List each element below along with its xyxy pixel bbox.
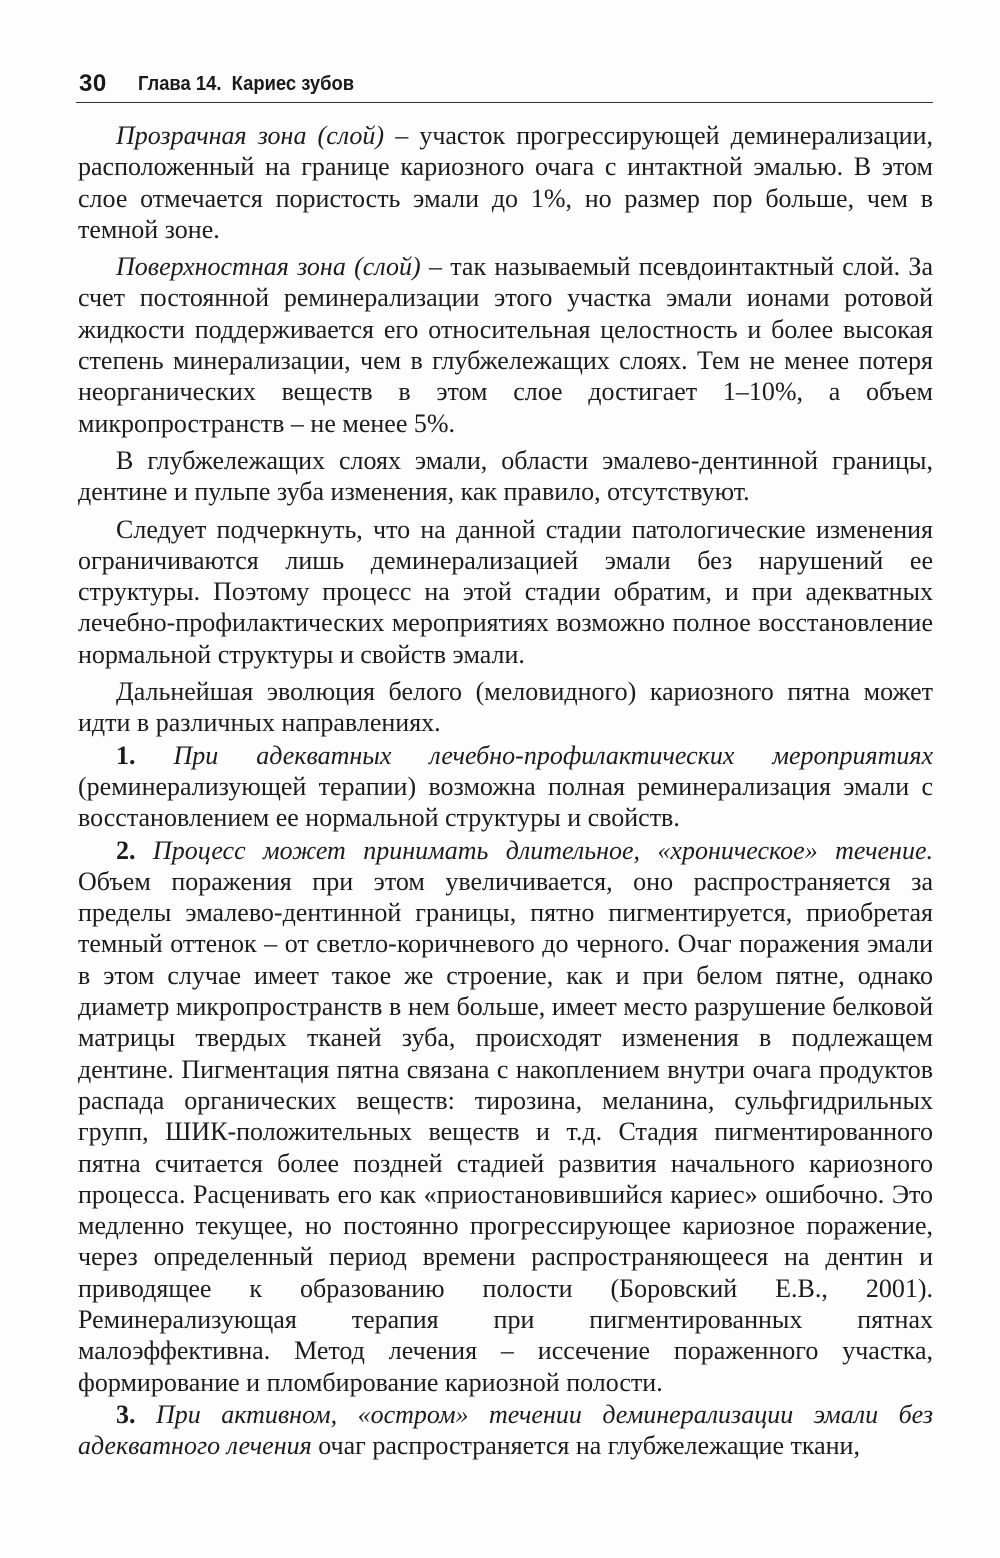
list-item-3	[78, 1399, 933, 1462]
list-item-term: При адекватных лечебно-профилактических мероприятиях	[135, 740, 933, 770]
running-header	[76, 68, 933, 103]
chapter-label: Глава 14.	[138, 73, 222, 95]
chapter-heading	[138, 73, 354, 96]
list-number: 3.	[116, 1399, 136, 1429]
paragraph-text: очаг распространяется на глубжележащие ткани,	[311, 1431, 860, 1461]
paragraph-deeper-layers	[78, 445, 933, 508]
term-surface-zone: Поверхностная зона (слой)	[116, 252, 421, 282]
paragraph-surface-zone	[78, 251, 933, 439]
paragraph-text: Следует подчеркнуть, что на данной стадии патологические изменения ограничиваются лишь деминерализацией эмали без нарушений ее структуры. Поэтому процесс на этой стадии обратим, и при адекватных лечебно-профилактических мероприятиях возможно полное восстановление нормальной структуры и свойств эмали.	[78, 514, 933, 669]
paragraph-text: – участок прогрессирующей деминерализации, расположенный на границе кариозного очага с интактной эмалью. В этом слое отмечается пористость эмали до 1%, но размер пор больше, чем в темной зоне.	[78, 121, 933, 244]
paragraph-text: – так называемый псевдоинтактный слой. За счет постоянной реминерализации этого участка эмали ионами ротовой жидкости поддерживается его относительная целостность и более высокая степень минерализации, чем в глубжележащих слоях. Тем не менее потеря неорганических веществ в этом слое достигает 1–10%, а объем микропространств – не менее 5%.	[78, 252, 933, 438]
chapter-title: Кариес зубов	[231, 73, 355, 95]
page-number: 30	[79, 70, 107, 97]
list-item-term: Процесс может принимать длительное, «хроническое» течение.	[135, 835, 933, 865]
list-number: 1.	[116, 740, 136, 770]
term-transparent-zone: Прозрачная зона (слой)	[116, 121, 385, 150]
paragraph-evolution	[78, 676, 933, 739]
list-item-1	[78, 740, 933, 834]
list-number: 2.	[116, 835, 136, 865]
list-item-term: При активном, «остром» течении деминерализации эмали без адекватного лечения	[78, 1399, 933, 1461]
paragraph-text: В глубжележащих слоях эмали, области эмалево-дентинной границы, дентине и пульпе зуба изменения, как правило, отсутствуют.	[78, 445, 933, 507]
body-text	[78, 120, 933, 1462]
paragraph-text: Объем поражения при этом увеличивается, оно распространяется за пределы эмалево-дентинной границы, пятно пигментируется, приобретая темный оттенок – от светло-коричневого до черного. Очаг поражения эмали в этом случае имеет такое же строение, как и при белом пятне, однако диаметр микропространств в нем больше, имеет место разрушение белковой матрицы твердых тканей зуба, происходят изменения в подлежащем дентине. Пигментация пятна связана с накоплением внутри очага продуктов распада органических веществ: тирозина, меланина, сульфгидрильных групп, ШИК-положительных веществ и т.д. Стадия пигментированного пятна считается более поздней стадией развития начального кариозного процесса. Расценивать его как «приостановившийся кариес» ошибочно. Это медленно текущее, но постоянно прогрессирующее кариозное поражение, через определенный период времени распространяющееся на дентин и приводящее к образованию полости (Боровский Е.В., 2001). Реминерализующая терапия при пигментированных пятнах малоэффективна. Метод лечения – иссечение пораженного участка, формирование и пломбирование кариозной полости.	[78, 866, 933, 1397]
paragraph-transparent-zone	[78, 120, 933, 245]
list-item-2	[78, 835, 933, 1398]
paragraph-emphasis	[78, 514, 933, 670]
paragraph-text: Дальнейшая эволюция белого (меловидного) кариозного пятна может идти в различных направлениях.	[78, 677, 933, 738]
paragraph-text: (реминерализующей терапии) возможна полная реминерализация эмали с восстановлением ее нормальной структуры и свойств.	[78, 771, 933, 833]
